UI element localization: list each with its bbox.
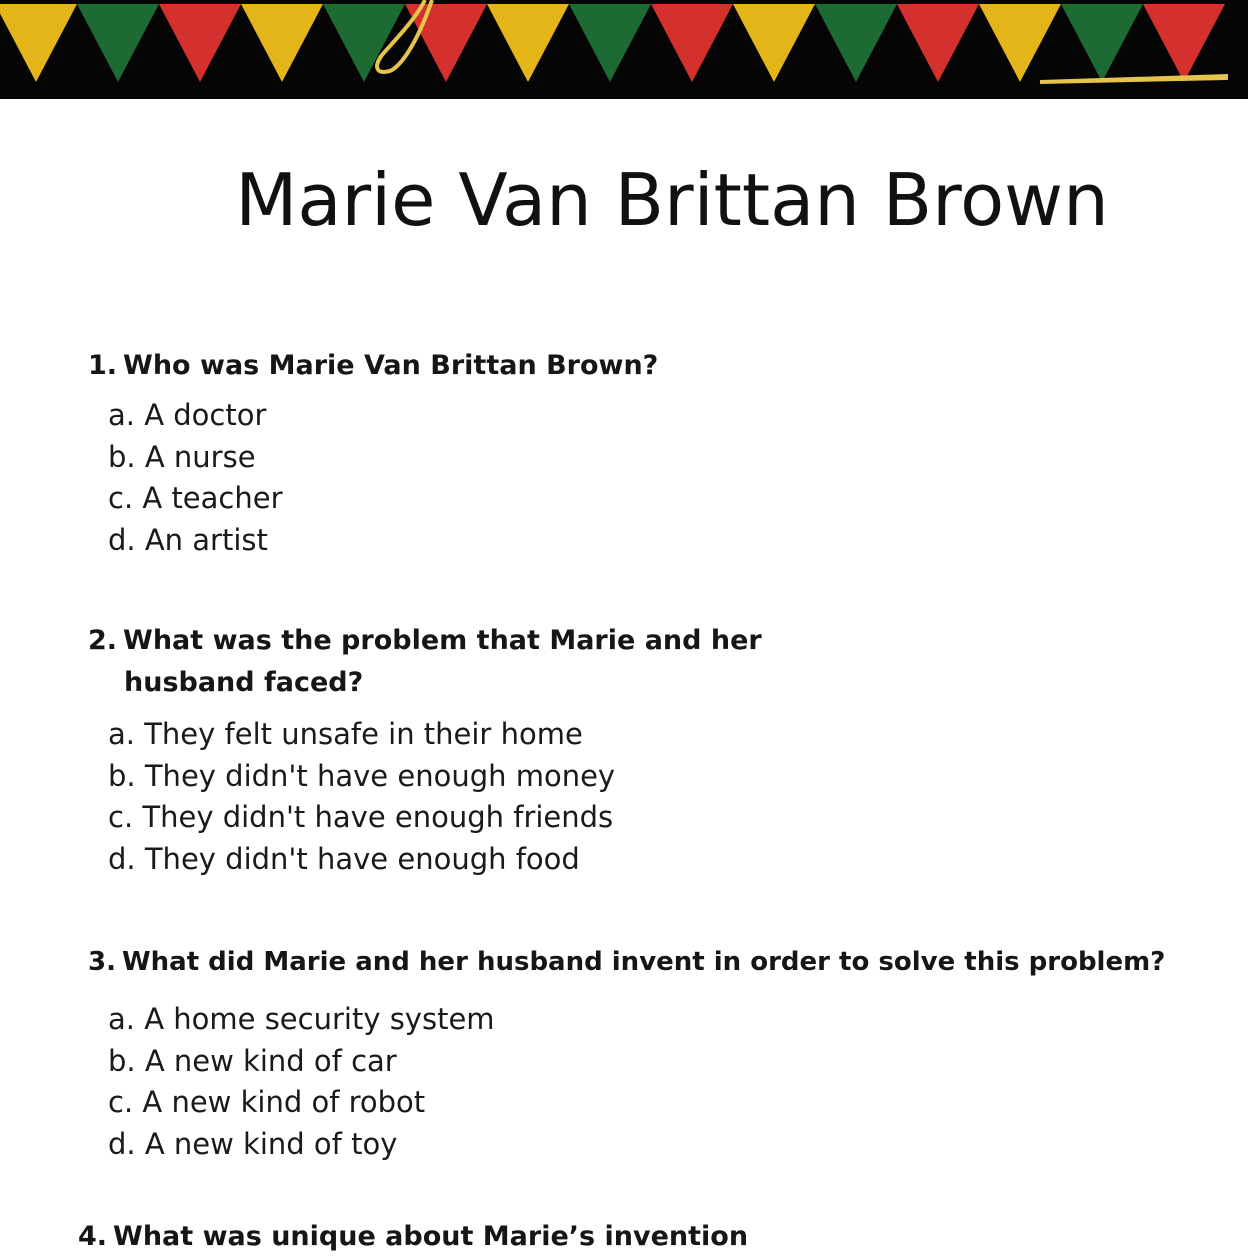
question-4 <box>78 1216 748 1258</box>
option-d: d. A new kind of toy <box>108 1127 398 1162</box>
option-a: a. A doctor <box>108 398 267 432</box>
question-number: 2. <box>88 625 118 656</box>
option-a: a. They felt unsafe in their home <box>108 717 583 751</box>
option-d: d. An artist <box>108 523 268 558</box>
bunting-flag <box>0 4 77 82</box>
question-text-continued: husband faced? <box>124 667 364 698</box>
bunting-flag <box>733 4 815 82</box>
option-c: c. They didn't have enough friends <box>108 800 614 835</box>
bunting-flag <box>159 4 241 82</box>
page-title: Marie Van Brittan Brown <box>235 158 1109 242</box>
question-3 <box>88 941 1165 983</box>
bunting-flag <box>487 4 569 82</box>
bunting-flag <box>241 4 323 82</box>
option-c: c. A teacher <box>108 481 283 516</box>
bunting-flag <box>77 4 159 82</box>
option-a: a. A home security system <box>108 1002 495 1036</box>
bunting-flag <box>651 4 733 82</box>
option-b: b. A new kind of car <box>108 1043 397 1078</box>
options-list-1 <box>108 395 283 562</box>
question-number: 3. <box>88 947 116 977</box>
bunting-flags <box>0 0 1248 99</box>
bunting-banner <box>0 0 1248 99</box>
question-2 <box>88 620 762 704</box>
question-1 <box>88 345 658 387</box>
question-text: What did Marie and her husband invent in order to solve this problem? <box>121 947 1166 977</box>
bunting-flag <box>1143 4 1225 82</box>
bunting-flag <box>815 4 897 82</box>
option-b: b. They didn't have enough money <box>108 758 616 793</box>
question-text: What was unique about Marie’s invention <box>113 1221 749 1252</box>
option-b: b. A nurse <box>108 439 256 474</box>
options-list-2 <box>108 714 615 881</box>
option-d: d. They didn't have enough food <box>108 842 580 877</box>
option-c: c. A new kind of robot <box>108 1085 426 1120</box>
bunting-flag <box>1061 4 1143 82</box>
bunting-flag <box>569 4 651 82</box>
question-number: 1. <box>88 350 118 381</box>
bunting-flag <box>897 4 979 82</box>
question-text: What was the problem that Marie and her <box>123 625 762 656</box>
bunting-flag <box>979 4 1061 82</box>
gold-underline-stroke <box>1040 74 1228 84</box>
options-list-3 <box>108 999 495 1166</box>
question-text: Who was Marie Van Brittan Brown? <box>123 350 659 381</box>
question-number: 4. <box>78 1221 108 1252</box>
